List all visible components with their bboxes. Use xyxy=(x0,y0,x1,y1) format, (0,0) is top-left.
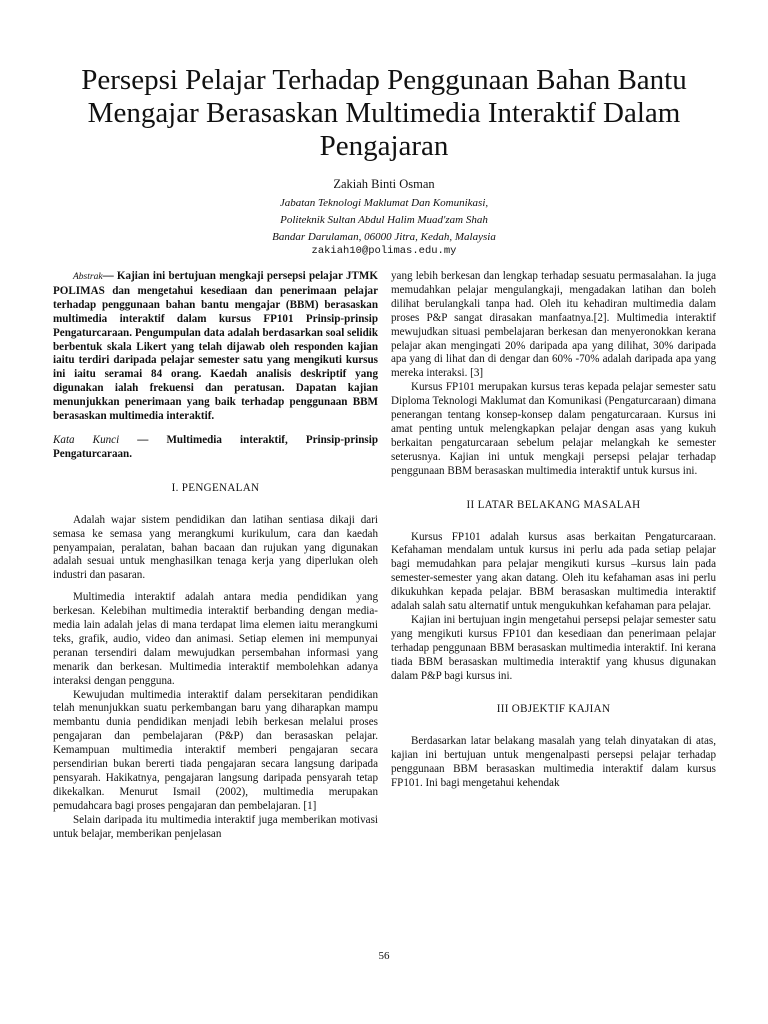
paper-title: Persepsi Pelajar Terhadap Penggunaan Bahan Bantu Mengajar Berasaskan Multimedia Interaktif Dalam Pengajaran xyxy=(81,64,687,162)
affiliation-line-2: Politeknik Sultan Abdul Halim Muad'zam Shah xyxy=(280,214,488,226)
paragraph: Kewujudan multimedia interaktif dalam persekitaran pendidikan telah menunjukkan suatu perkembangan baru yang diharapkan mampu membantu dunia pendidikan menjadi lebih berkesan melalui proses pengajaran dan pembelajaran (P&P) dan berasaskan pelajar. Kemampuan multimedia interaktif memberi pengajaran secara persendirian bukan bererti tiada pengajaran secara langsung daripada pensyarah. Hakikatnya, pengajaran langsung daripada pensyarah tetap dikekalkan. Menurut Ismail (2002), multimedia merupakan pemudahcara bagi proses pengajaran dan pembelajaran. [1] xyxy=(53,688,378,812)
paragraph: Adalah wajar sistem pendidikan dan latihan sentiasa dikaji dari semasa ke semasa yang merangkumi kurikulum, cara dan kaedah penyampaian, peralatan, bahan bacaan dan rujukan yang digunakan adalah sesuai untuk menghasilkan tenaga kerja yang diperlukan oleh industri dan pasaran. xyxy=(53,513,378,582)
abstract xyxy=(53,270,378,424)
paragraph: Kursus FP101 adalah kursus asas berkaitan Pengaturcaraan. Kefahaman mendalam untuk kursus ini perlu ada pada setiap pelajar bagi memudahkan para pelajar mengikuti kursus –kursus lain pada semester-semester yang akan datang. Oleh itu kefahaman asas ini perlu dikukuhkan kepada pelajar. BBM berasaskan multimedia interaktif adalah salah satu alternatif untuk mengukuhkan kefahaman para pelajar. xyxy=(391,530,716,613)
paragraph: Kajian ini bertujuan ingin mengetahui persepsi pelajar semester satu yang mengikuti kursus FP101 dan kesediaan dan penerimaan pelajar terhadap penggunaan BBM berasaskan multimedia interaktif. Ini kerana tiada BBM berasaskan multimedia interaktif yang khusus digunakan dalam P&P bagi kursus ini. xyxy=(391,613,716,682)
section-heading-latar-belakang: II LATAR BELAKANG MASALAH xyxy=(466,498,641,511)
author-email: zakiah10@polimas.edu.my xyxy=(311,245,457,257)
paragraph: Berdasarkan latar belakang masalah yang telah dinyatakan di atas, kajian ini bertujuan untuk mengenalpasti persepsi pelajar terhadap penggunaan BBM berasaskan multimedia interaktif dalam kursus FP101. Ini bagi mengetahui kehendak xyxy=(391,735,716,790)
affiliation xyxy=(0,195,768,246)
keywords xyxy=(53,434,378,462)
author-name: Zakiah Binti Osman xyxy=(333,177,435,191)
paragraph: Selain daripada itu multimedia interaktif juga memberikan motivasi untuk belajar, memberikan penjelasan xyxy=(53,813,378,840)
abstract-text: Kajian ini bertujuan mengkaji persepsi pelajar JTMK POLIMAS dan mengetahui kesediaan dan penerimaan pelajar terhadap penggunaan bahan bantu mengajar (BBM) berasaskan multimedia interaktif dalam kursus FP101 Prinsip-prinsip Pengaturcaraan. Pengumpulan data adalah berdasarkan soal selidik berbentuk skala Likert yang telah dijawab oleh responden kajian iaitu terdiri daripada pelajar semester satu yang mengikuti kursus ini iaitu seramai 84 orang. Kaedah analisis deskriptif yang digunakan ialah frekuensi dan peratusan. Dapatan kajian menunjukkan penerimaan yang baik terhadap penggunaan BBM berasaskan multimedia interaktif. xyxy=(53,270,378,423)
right-column xyxy=(391,270,716,791)
page-number: 56 xyxy=(378,950,390,962)
left-column xyxy=(53,270,378,842)
affiliation-line-1: Jabatan Teknologi Maklumat Dan Komunikasi, xyxy=(279,197,489,209)
paragraph: yang lebih berkesan dan lengkap terhadap sesuatu permasalahan. Ia juga memudahkan pelajar mengulangkaji, mengadakan latihan dan boleh dilihat berulangkali tanpa had. Oleh itu kehadiran multimedia dalam proses P&P sangat dirasakan manfaatnya.[2]. Multimedia interaktif mewujudkan situasi pembelajaran berkesan dan menyeronokkan kerana pelajar akan mengingati 20% daripada apa yang dilihat, 30% daripada apa yang di lihat dan di dengar dan 60% -70% adalah daripada apa yang mereka interaksi. [3] xyxy=(391,270,716,380)
section-heading-pengenalan: I. PENGENALAN xyxy=(171,481,260,494)
section-heading-objektif: III OBJEKTIF KAJIAN xyxy=(496,703,611,716)
affiliation-line-3: Bandar Darulaman, 06000 Jitra, Kedah, Malaysia xyxy=(272,231,496,243)
abstract-label: Abstrak xyxy=(73,272,103,282)
keywords-text: — Multimedia interaktif, Prinsip-prinsip Pengaturcaraan. xyxy=(53,433,378,460)
paragraph: Multimedia interaktif adalah antara media pendidikan yang berkesan. Kelebihan multimedia interaktif berbanding dengan media-media lain adalah jelas di mana terdapat lima elemen iaitu merangkumi teks, grafik, audio, video dan animasi. Setiap elemen ini mempunyai peranan tersendiri dalam mewujudkan persembahan informasi yang menarik dan berkesan. Multimedia interaktif membolehkan adanya interaksi dengan pengguna. xyxy=(53,591,378,687)
paragraph: Kursus FP101 merupakan kursus teras kepada pelajar semester satu Diploma Teknologi Maklumat dan Komunikasi (Pengaturcaraan) dimana penerangan tentang konsep-konsep dalam pengaturcaraan. Kursus ini amat penting untuk melengkapkan pelajar dengan asas yang kukuh berkaitan pengaturcaraan sebelum pelajar melangkah ke semester seterusnya. Kajian ini untuk mengkaji persepsi pelajar terhadap penggunaan BBM berasaskan multimedia interaktif untuk kursus ini. xyxy=(391,381,716,477)
keywords-label: Kata Kunci xyxy=(53,433,120,446)
abstract-dash: — xyxy=(102,270,114,282)
